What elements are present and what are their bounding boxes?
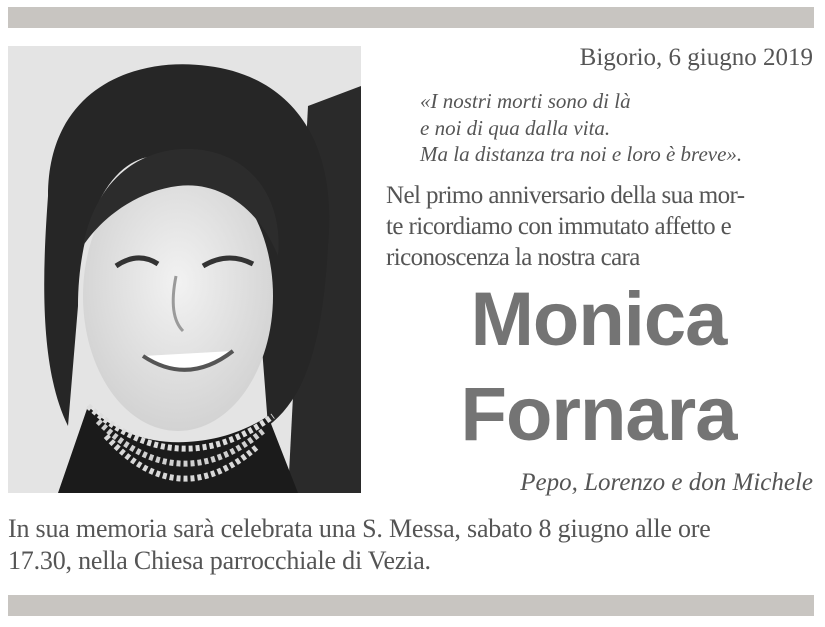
top-divider-bar <box>8 7 814 28</box>
quote-line: Ma la distanza tra noi e loro è breve». <box>420 142 743 166</box>
date-line: Bigorio, 6 giugno 2019 <box>579 44 813 71</box>
bottom-divider-bar <box>8 595 814 616</box>
intro-line: te ricordiamo con immutato affetto e <box>386 213 732 240</box>
quote-line: «I nostri morti sono di là <box>420 89 631 113</box>
memorial-quote <box>420 88 815 168</box>
quote-line: e noi di qua dalla vita. <box>420 115 611 140</box>
deceased-first-name: Monica <box>470 277 727 362</box>
anniversary-intro <box>386 180 816 273</box>
mass-line: In sua memoria sarà celebrata una S. Messa, sabato 8 giugno alle ore <box>8 514 711 543</box>
signers-line: Pepo, Lorenzo e don Michele <box>520 469 813 496</box>
portrait-illustration <box>8 46 361 493</box>
mass-announcement <box>8 513 818 577</box>
intro-line: Nel primo anniversario della sua mor- <box>386 182 745 209</box>
mass-line: 17.30, nella Chiesa parrocchiale di Vezia. <box>8 546 431 575</box>
intro-line: riconoscenza la nostra cara <box>386 244 640 271</box>
deceased-last-name: Fornara <box>460 372 737 457</box>
portrait-photo <box>8 46 361 493</box>
